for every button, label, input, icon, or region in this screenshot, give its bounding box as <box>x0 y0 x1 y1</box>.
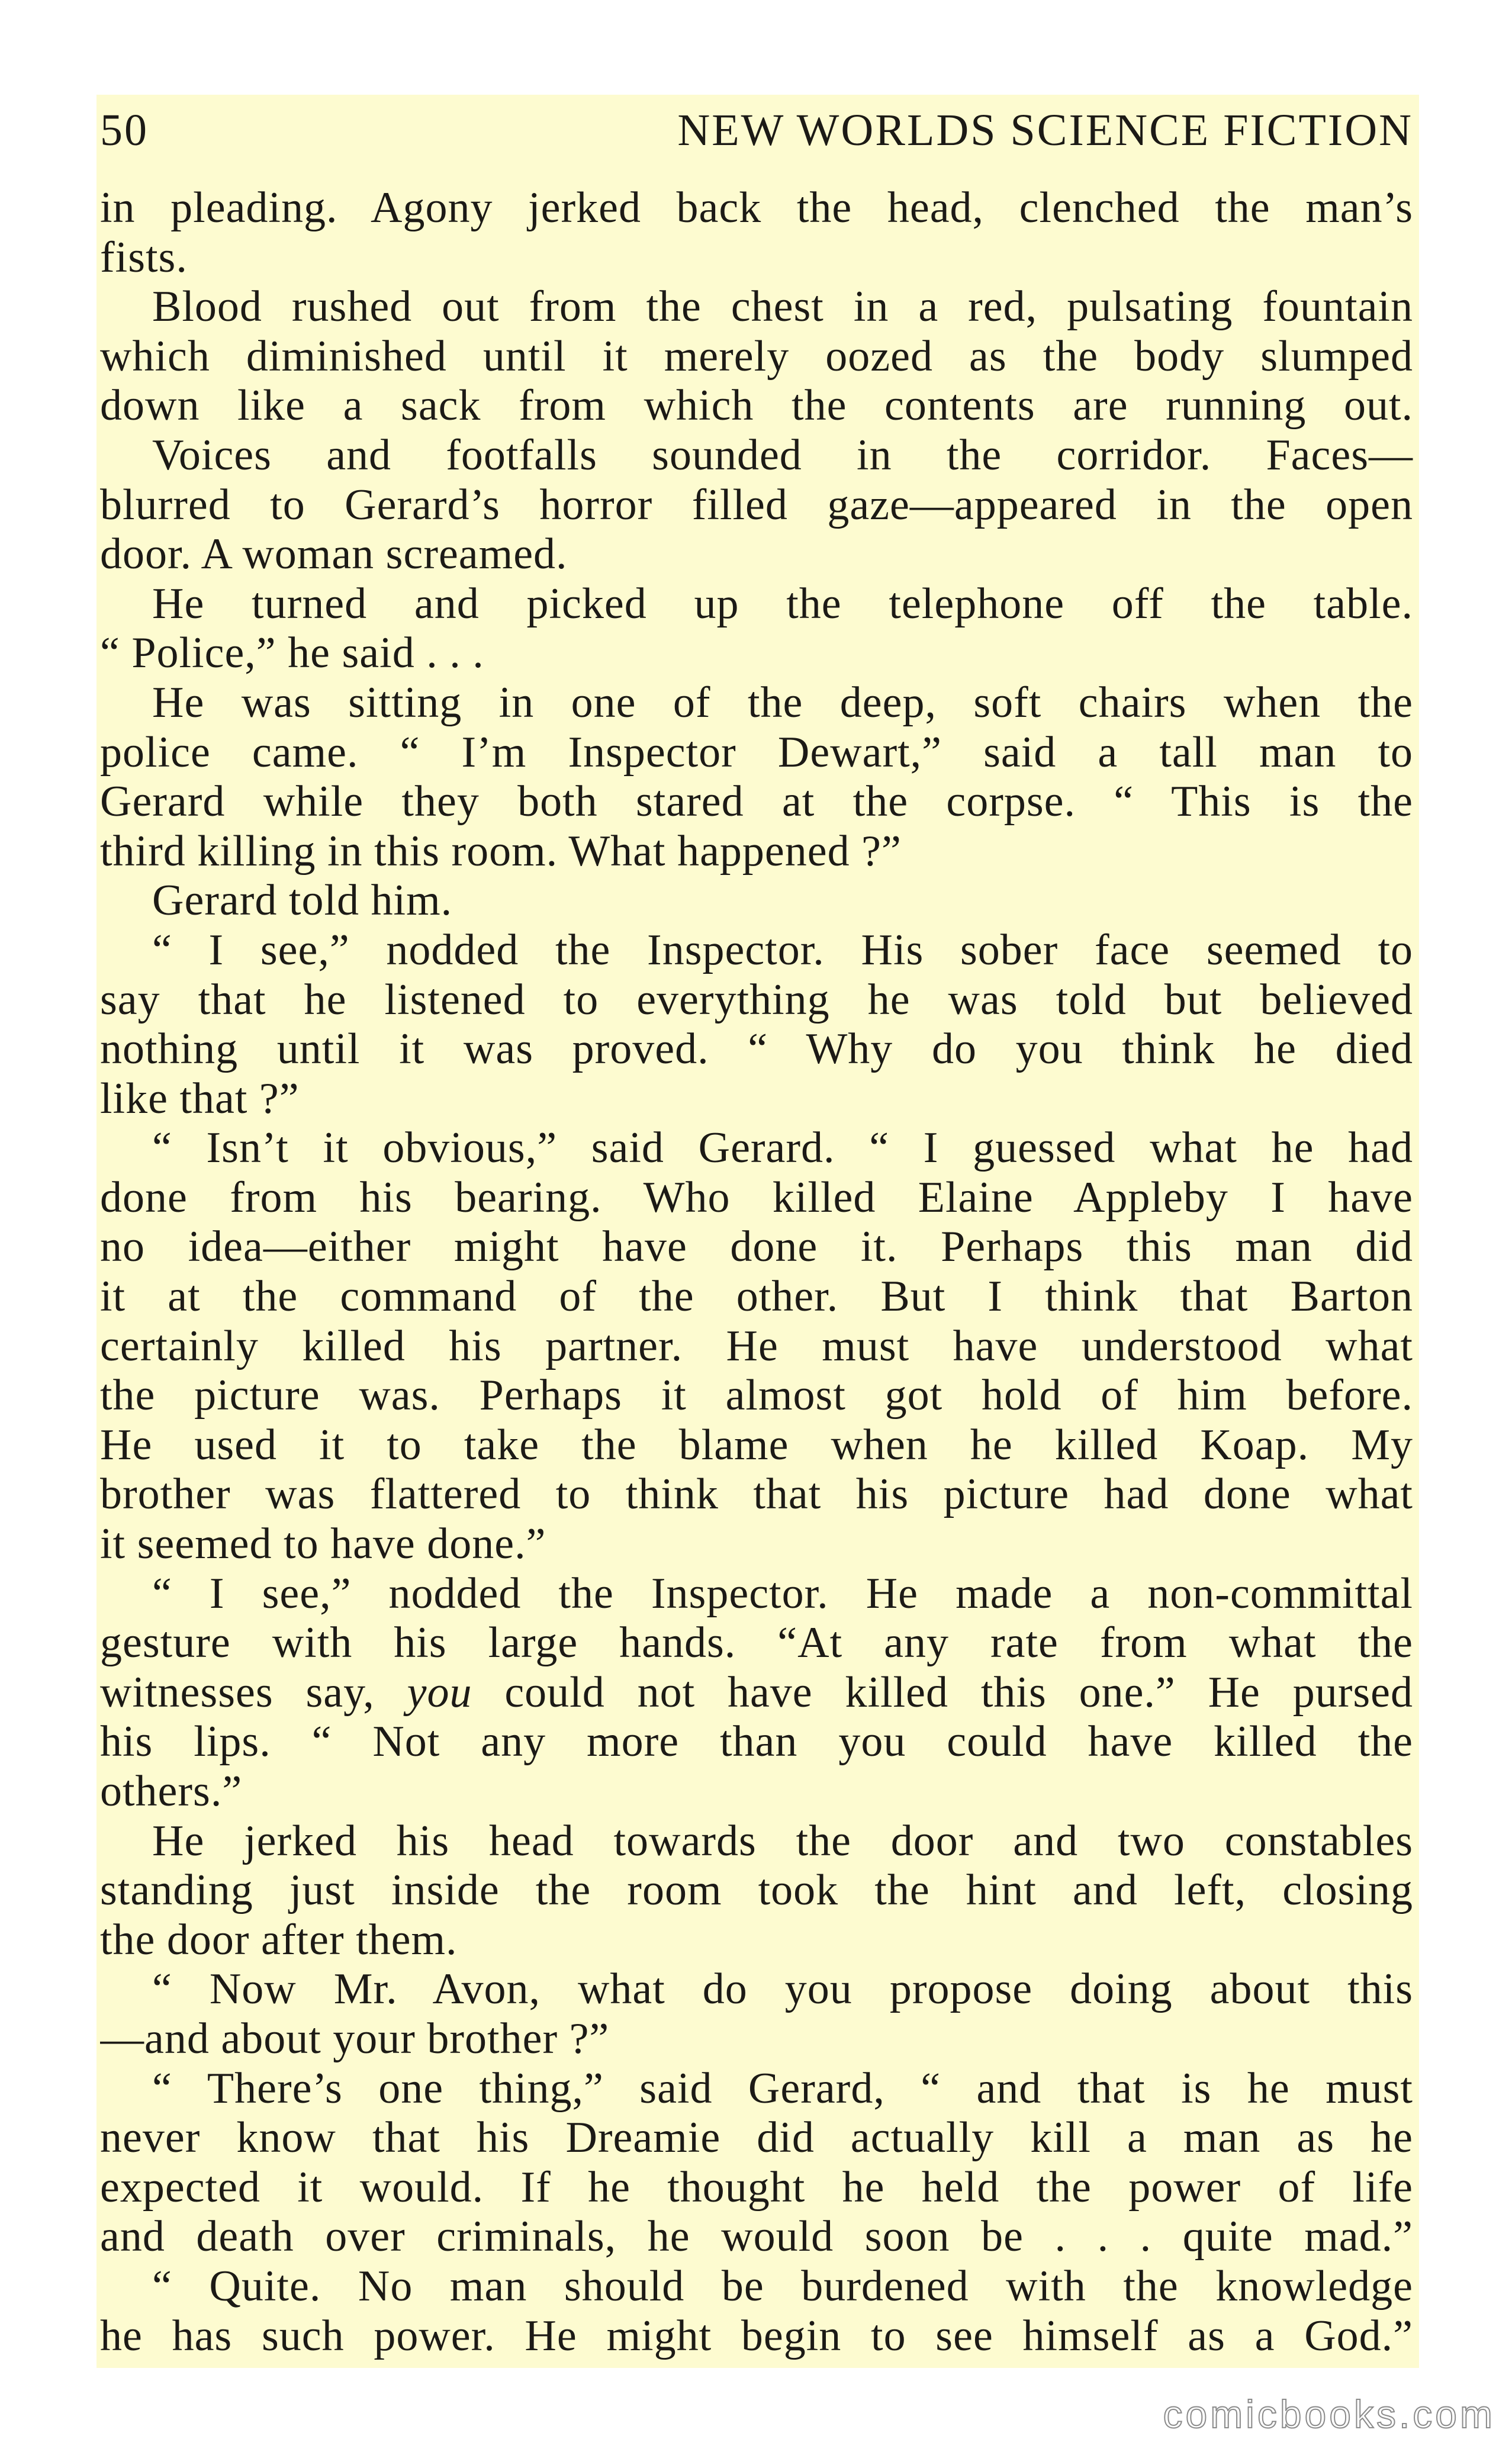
watermark: comicbooks.com <box>1163 2392 1495 2436</box>
text-line: Gerard while they both stared at the corpse. “ This is the <box>100 777 1413 826</box>
text-line: gesture with his large hands. “At any rate from what the <box>100 1618 1413 1668</box>
text-line: Blood rushed out from the chest in a red, pulsating fountain <box>152 282 1413 332</box>
text-line: He turned and picked up the telephone off the table. <box>152 579 1413 628</box>
magazine-title: NEW WORLDS SCIENCE FICTION <box>677 105 1413 155</box>
text-line: and death over criminals, he would soon be . . . quite mad.” <box>100 2212 1413 2261</box>
text-line: certainly killed his partner. He must have understood what <box>100 1321 1413 1370</box>
text-line: it at the command of the other. But I think that Barton <box>100 1272 1413 1321</box>
text-line: no idea—either might have done it. Perhaps this man did <box>100 1222 1413 1272</box>
text-line: “ I see,” nodded the Inspector. His sober face seemed to <box>152 925 1413 974</box>
text-line: he has such power. He might begin to see himself as a God.” <box>100 2311 1413 2360</box>
text-line: He was sitting in one of the deep, soft chairs when the <box>152 678 1413 727</box>
text-line: expected it would. If he thought he held the power of life <box>100 2163 1413 2212</box>
text-line: Gerard told him. <box>152 876 453 925</box>
page-number: 50 <box>100 105 149 155</box>
text-line: say that he listened to everything he was told but believed <box>100 975 1413 1024</box>
text-line: down like a sack from which the contents are running out. <box>100 381 1413 430</box>
text-line: brother was flattered to think that his picture had done what <box>100 1470 1413 1519</box>
text-line: blurred to Gerard’s horror filled gaze—appeared in the open <box>100 480 1413 529</box>
text-line: which diminished until it merely oozed as the body slumped <box>100 332 1413 381</box>
text-line: “ Quite. No man should be burdened with the knowledge <box>152 2261 1413 2311</box>
text-line: He jerked his head towards the door and two constables <box>152 1816 1413 1865</box>
text-line: “ There’s one thing,” said Gerard, “ and that is he must <box>152 2064 1413 2113</box>
text-line: standing just inside the room took the hint and left, closing <box>100 1866 1413 1915</box>
text-line: third killing in this room. What happened ?” <box>100 826 902 876</box>
text-line: the door after them. <box>100 1915 458 1964</box>
text-line: “ Now Mr. Avon, what do you propose doing about this <box>152 1965 1413 2014</box>
text-line: Voices and footfalls sounded in the corridor. Faces— <box>152 430 1413 480</box>
text-line: others.” <box>100 1767 243 1816</box>
text-line: “ Police,” he said . . . <box>100 629 484 678</box>
text-line: nothing until it was proved. “ Why do you think he died <box>100 1025 1413 1074</box>
text-line: —and about your brother ?” <box>100 2014 610 2063</box>
text-line: in pleading. Agony jerked back the head, clenched the man’s <box>100 184 1413 232</box>
text-line: done from his bearing. Who killed Elaine Appleby I have <box>100 1173 1413 1222</box>
text-line: police came. “ I’m Inspector Dewart,” said a tall man to <box>100 728 1413 777</box>
text-line: like that ?” <box>100 1074 300 1123</box>
magazine-page <box>96 95 1419 2368</box>
story-text <box>100 184 1413 2361</box>
text-line: the picture was. Perhaps it almost got hold of him before. <box>100 1371 1413 1420</box>
running-header <box>100 95 1413 166</box>
text-line: witnesses say, you could not have killed this one.” He pursed <box>100 1668 1413 1717</box>
text-line: He used it to take the blame when he killed Koap. My <box>100 1420 1413 1469</box>
text-line: it seemed to have done.” <box>100 1520 546 1569</box>
text-line: his lips. “ Not any more than you could have killed the <box>100 1717 1413 1766</box>
text-line: fists. <box>100 233 188 282</box>
text-line: “ Isn’t it obvious,” said Gerard. “ I guessed what he had <box>152 1124 1413 1173</box>
text-line: “ I see,” nodded the Inspector. He made a non-committal <box>152 1569 1413 1618</box>
text-line: never know that his Dreamie did actually kill a man as he <box>100 2113 1413 2163</box>
emphasis: you <box>407 1668 472 1717</box>
text-line: door. A woman screamed. <box>100 530 568 579</box>
